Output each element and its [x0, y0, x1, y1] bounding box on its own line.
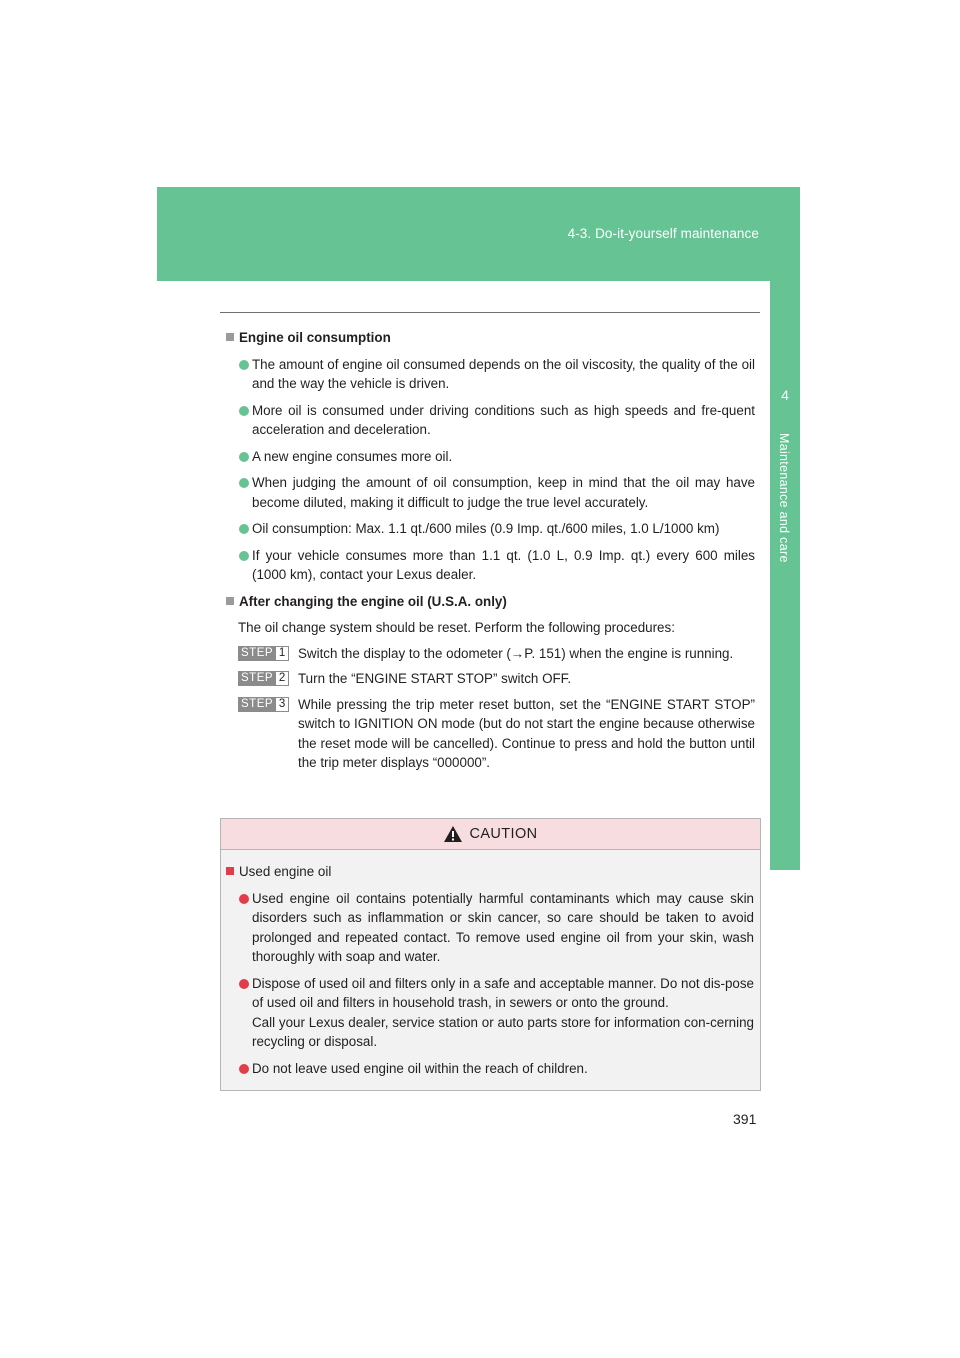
step-item: STEP 3 While pressing the trip meter reset button, set the “ENGINE START STOP” switch to IGNITION ON mode (but do not start the engine because otherwise the reset mode will be cancelled). Continue to press and hold the button until the trip meter displays “000000”. — [225, 695, 755, 773]
divider — [220, 312, 760, 313]
circle-bullet-icon — [239, 478, 249, 488]
circle-bullet-icon — [239, 524, 249, 534]
warning-triangle-icon — [443, 825, 463, 843]
square-bullet-icon — [226, 867, 234, 875]
step-badge: STEP 2 — [238, 671, 289, 686]
circle-bullet-icon — [239, 979, 249, 989]
intro-text: The oil change system should be reset. Perform the following procedures: — [238, 620, 675, 635]
circle-bullet-icon — [239, 406, 249, 416]
header-band — [157, 187, 800, 281]
caution-heading: Used engine oil — [225, 862, 754, 882]
caution-title: CAUTION — [469, 826, 538, 842]
main-content — [225, 328, 755, 779]
list-item: Used engine oil contains potentially harmful contaminants which may cause skin disorders such as inflammation or skin cancer, so care should be taken to avoid prolonged and repeated contact. To remove used engine oil from your skin, wash thoroughly with soap and water. — [225, 889, 754, 967]
section-title: 4-3. Do-it-yourself maintenance — [567, 226, 759, 241]
list-item: If your vehicle consumes more than 1.1 qt. (1.0 L, 0.9 Imp. qt.) every 600 miles (1000 km), contact your Lexus dealer. — [225, 546, 755, 585]
section-heading: Engine oil consumption — [225, 328, 755, 348]
section-heading: After changing the engine oil (U.S.A. only) — [225, 592, 755, 612]
circle-bullet-icon — [239, 452, 249, 462]
circle-bullet-icon — [239, 1064, 249, 1074]
square-bullet-icon — [226, 597, 234, 605]
circle-bullet-icon — [239, 551, 249, 561]
list-item: Oil consumption: Max. 1.1 qt./600 miles (0.9 Imp. qt./600 miles, 1.0 L/1000 km) — [225, 519, 755, 539]
list-item: When judging the amount of oil consumption, keep in mind that the oil may have become diluted, making it difficult to judge the true level accurately. — [225, 473, 755, 512]
page-number: 391 — [733, 1111, 757, 1127]
list-item: Dispose of used oil and filters only in a safe and acceptable manner. Do not dis-pose of used oil and filters in household trash, in sewers or onto the ground. — [225, 974, 754, 1013]
list-item-continued: Call your Lexus dealer, service station or auto parts store for information con-cerning recycling or disposal. — [252, 1014, 754, 1049]
step-badge: STEP 3 — [238, 697, 289, 712]
list-item: The amount of engine oil consumed depends on the oil viscosity, the quality of the oil and the way the vehicle is driven. — [225, 355, 755, 394]
circle-bullet-icon — [239, 360, 249, 370]
caution-body — [221, 850, 760, 1078]
chapter-number: 4 — [781, 387, 789, 403]
list-item: Do not leave used engine oil within the reach of children. — [225, 1059, 754, 1079]
chapter-label: Maintenance and care — [777, 433, 791, 563]
list-item: A new engine consumes more oil. — [225, 447, 755, 467]
circle-bullet-icon — [239, 894, 249, 904]
caution-box — [220, 818, 761, 1091]
caution-header — [221, 819, 760, 850]
step-item: STEP 2 Turn the “ENGINE START STOP” switch OFF. — [225, 669, 755, 689]
chapter-side-tab[interactable] — [770, 281, 800, 870]
square-bullet-icon — [226, 333, 234, 341]
step-badge: STEP 1 — [238, 646, 289, 661]
list-item: More oil is consumed under driving conditions such as high speeds and fre-quent acceleration and deceleration. — [225, 401, 755, 440]
step-item: STEP 1 Switch the display to the odometer (→P. 151) when the engine is running. — [225, 644, 755, 664]
